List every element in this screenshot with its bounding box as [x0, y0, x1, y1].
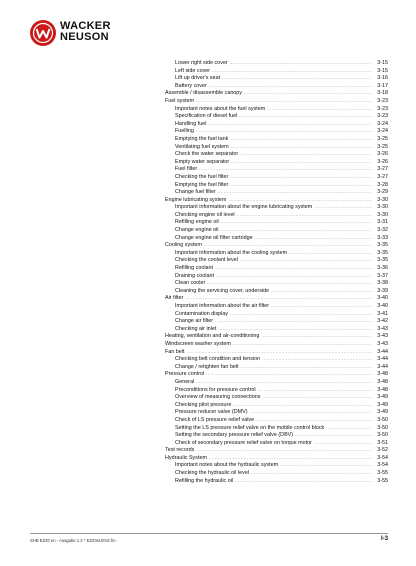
toc-entry-title: Air filter — [165, 295, 184, 302]
toc-leader-dots — [230, 310, 372, 318]
toc-leader-dots — [244, 89, 372, 97]
toc-entry-title: Cooling system — [165, 242, 202, 249]
toc-entry-title: Important information about the cooling system — [175, 249, 288, 256]
toc-entry[interactable] — [165, 211, 388, 219]
toc-leader-dots — [280, 461, 372, 469]
toc-leader-dots — [220, 226, 372, 234]
toc-leader-dots — [314, 439, 372, 447]
toc-leader-dots — [206, 370, 372, 378]
toc-entry-page: 3-27 — [377, 173, 388, 180]
toc-entry-page: 3-38 — [377, 280, 388, 287]
toc-entry[interactable] — [165, 173, 388, 181]
toc-entry[interactable] — [165, 302, 388, 310]
toc-leader-dots — [185, 294, 372, 302]
toc-leader-dots — [230, 173, 372, 181]
toc-entry-page: 3-52 — [377, 447, 388, 454]
toc-leader-dots — [196, 378, 372, 386]
toc-leader-dots — [212, 67, 372, 75]
toc-entry-title: Windscreen washer system — [165, 340, 231, 347]
toc-entry-page: 3-30 — [377, 196, 388, 203]
toc-entry-title: Important notes about the hydraulic system — [175, 462, 279, 469]
toc-leader-dots — [230, 181, 372, 189]
toc-entry-page: 3-39 — [377, 287, 388, 294]
toc-entry[interactable] — [165, 120, 388, 128]
toc-entry[interactable] — [165, 294, 388, 302]
toc-leader-dots — [271, 302, 372, 310]
toc-entry-page: 3-30 — [377, 211, 388, 218]
toc-entry[interactable] — [165, 89, 388, 97]
toc-leader-dots — [271, 287, 372, 295]
toc-leader-dots — [209, 82, 372, 90]
footer-document-id: SHB EZ20 en - Ausgabe 1.2 * EZ20s10IVZ.fm — [30, 538, 116, 543]
toc-leader-dots — [216, 272, 372, 280]
toc-leader-dots — [241, 363, 372, 371]
toc-entry-title: Test records — [165, 447, 195, 454]
toc-entry-title: Emptying the fuel filter — [175, 181, 229, 188]
toc-entry-page: 3-33 — [377, 234, 388, 241]
toc-entry-title: Specification of diesel fuel — [175, 113, 238, 120]
toc-entry-title: Change engine oil — [175, 227, 219, 234]
toc-entry[interactable] — [165, 348, 388, 356]
toc-entry-title: Draining coolant — [175, 272, 214, 279]
toc-entry-title: Emptying the fuel tank — [175, 135, 229, 142]
toc-leader-dots — [230, 59, 372, 67]
toc-entry[interactable] — [165, 477, 388, 485]
toc-leader-dots — [256, 416, 372, 424]
toc-entry-title: Checking engine oil level — [175, 211, 235, 218]
toc-entry-page: 3-49 — [377, 401, 388, 408]
toc-entry[interactable] — [165, 287, 388, 295]
toc-entry-page: 3-31 — [377, 219, 388, 226]
toc-entry-title: Check of LS pressure relief valve — [175, 416, 255, 423]
toc-entry-page: 3-17 — [377, 82, 388, 89]
toc-leader-dots — [215, 264, 372, 272]
toc-leader-dots — [237, 211, 372, 219]
toc-entry[interactable] — [165, 325, 388, 333]
toc-entry-page: 3-29 — [377, 189, 388, 196]
toc-entry-page: 3-40 — [377, 295, 388, 302]
toc-entry-title: Fuelling — [175, 128, 194, 135]
toc-leader-dots — [199, 165, 372, 173]
toc-entry[interactable] — [165, 461, 388, 469]
toc-entry-title: Important notes about the fuel system — [175, 105, 266, 112]
toc-leader-dots — [196, 127, 372, 135]
toc-entry-title: Preconditions for pressure control — [175, 386, 256, 393]
toc-entry-title: Left side cover — [175, 67, 211, 74]
toc-entry-title: Change engine oil filter cartridge — [175, 234, 253, 241]
toc-entry-page: 3-27 — [377, 166, 388, 173]
toc-entry[interactable] — [165, 431, 388, 439]
toc-entry-page: 3-23 — [377, 97, 388, 104]
toc-entry-page: 3-54 — [377, 462, 388, 469]
toc-entry[interactable] — [165, 446, 388, 454]
toc-entry-title: Important information about the engine lubricating system — [175, 204, 313, 211]
toc-entry-page: 3-55 — [377, 470, 388, 477]
toc-entry-title: Lower right side cover — [175, 60, 228, 66]
toc-entry[interactable] — [165, 218, 388, 226]
toc-entry-title: Change fuel filter — [175, 189, 216, 196]
toc-entry-title: Refilling the hydraulic oil — [175, 477, 234, 484]
toc-entry[interactable] — [165, 310, 388, 318]
toc-leader-dots — [231, 143, 372, 151]
toc-entry[interactable] — [165, 332, 388, 340]
toc-entry-page: 3-44 — [377, 363, 388, 370]
toc-entry-title: Fan belt — [165, 348, 185, 355]
toc-entry-page: 3-23 — [377, 105, 388, 112]
toc-entry[interactable] — [165, 97, 388, 105]
toc-leader-dots — [295, 431, 372, 439]
toc-entry-title: Checking the coolant level — [175, 257, 238, 264]
toc-leader-dots — [196, 97, 372, 105]
toc-leader-dots — [262, 393, 372, 401]
toc-leader-dots — [222, 74, 372, 82]
toc-entry-page: 3-28 — [377, 181, 388, 188]
brand-name-line2: NEUSON — [60, 31, 109, 43]
toc-entry[interactable] — [165, 416, 388, 424]
toc-leader-dots — [239, 112, 372, 120]
toc-entry[interactable] — [165, 127, 388, 135]
toc-entry-page: 3-44 — [377, 348, 388, 355]
toc-leader-dots — [207, 279, 372, 287]
toc-leader-dots — [231, 158, 372, 166]
toc-entry[interactable] — [165, 82, 388, 90]
brand-name — [60, 21, 111, 43]
toc-entry-page: 3-48 — [377, 378, 388, 385]
toc-entry[interactable] — [165, 279, 388, 287]
toc-entry-title: Refilling engine oil — [175, 219, 219, 226]
toc-entry-title: Contamination display — [175, 310, 229, 317]
toc-entry[interactable] — [165, 424, 388, 432]
toc-entry[interactable] — [165, 188, 388, 196]
toc-leader-dots — [250, 408, 373, 416]
toc-entry[interactable] — [165, 241, 388, 249]
toc-leader-dots — [233, 401, 372, 409]
brand-name-line1: WACKER — [60, 20, 111, 32]
toc-entry-page: 3-25 — [377, 135, 388, 142]
toc-entry[interactable] — [165, 143, 388, 151]
toc-entry-title: Fuel filter — [175, 166, 198, 173]
toc-entry[interactable] — [165, 112, 388, 120]
toc-entry-title: Refilling coolant — [175, 265, 214, 272]
toc-entry-page: 3-42 — [377, 318, 388, 325]
toc-entry-title: Check of secondary pressure relief valve on torque motor — [175, 439, 312, 446]
toc-leader-dots — [326, 424, 372, 432]
toc-entry-title: Heating, ventilation and air-conditioning — [165, 333, 260, 340]
toc-leader-dots — [262, 355, 372, 363]
toc-leader-dots — [314, 203, 372, 211]
toc-entry-title: Setting the secondary pressure relief valve (DBV) — [175, 432, 294, 439]
toc-entry-page: 3-49 — [377, 394, 388, 401]
toc-entry-page: 3-25 — [377, 143, 388, 150]
toc-entry[interactable] — [165, 340, 388, 348]
toc-entry-page: 3-54 — [377, 454, 388, 461]
footer-page-number: I-3 — [380, 536, 388, 542]
toc-entry[interactable] — [165, 249, 388, 257]
toc-entry[interactable] — [165, 74, 388, 82]
toc-entry-title: Handling fuel — [175, 120, 207, 127]
toc-entry[interactable] — [165, 203, 388, 211]
toc-leader-dots — [240, 256, 372, 264]
toc-entry[interactable] — [165, 317, 388, 325]
toc-entry-title: Hydraulic System — [165, 454, 207, 461]
toc-leader-dots — [196, 446, 372, 454]
toc-entry-page: 3-43 — [377, 333, 388, 340]
toc-leader-dots — [208, 120, 372, 128]
toc-entry-title: Checking belt condition and tension — [175, 356, 261, 363]
toc-entry-title: Fuel system — [165, 97, 195, 104]
toc-entry-page: 3-48 — [377, 386, 388, 393]
toc-leader-dots — [233, 340, 372, 348]
toc-leader-dots — [289, 249, 372, 257]
toc-entry[interactable] — [165, 454, 388, 462]
brand-logo — [30, 20, 150, 46]
toc-entry-page: 3-35 — [377, 242, 388, 249]
toc-entry-title: Overview of measuring connections — [175, 394, 261, 401]
table-of-contents — [165, 59, 388, 484]
toc-entry[interactable] — [165, 196, 388, 204]
toc-entry[interactable] — [165, 264, 388, 272]
toc-entry-title: Battery cover — [175, 82, 207, 89]
toc-entry[interactable] — [165, 135, 388, 143]
toc-entry[interactable] — [165, 469, 388, 477]
toc-entry[interactable] — [165, 105, 388, 113]
toc-leader-dots — [251, 469, 372, 477]
toc-entry[interactable] — [165, 386, 388, 394]
toc-leader-dots — [221, 218, 372, 226]
toc-entry-title: Pressure reducer valve (DMV) — [175, 409, 248, 416]
toc-entry[interactable] — [165, 59, 388, 67]
toc-entry-page: 3-50 — [377, 416, 388, 423]
toc-entry-title: Cleaning the servicing cover, underside — [175, 287, 270, 294]
toc-entry-page: 3-18 — [377, 90, 388, 97]
toc-leader-dots — [209, 454, 372, 462]
toc-leader-dots — [235, 477, 372, 485]
toc-leader-dots — [218, 188, 372, 196]
toc-entry[interactable] — [165, 408, 388, 416]
toc-entry-page: 3-23 — [377, 113, 388, 120]
toc-entry-page: 3-24 — [377, 120, 388, 127]
toc-entry[interactable] — [165, 67, 388, 75]
toc-entry-title: Empty water separator — [175, 158, 230, 165]
toc-entry-title: Ventilating fuel system — [175, 143, 229, 150]
toc-entry-title: General — [175, 378, 195, 385]
toc-entry-title: Pressure control — [165, 371, 205, 378]
toc-entry[interactable] — [165, 165, 388, 173]
toc-entry[interactable] — [165, 439, 388, 447]
toc-leader-dots — [218, 325, 372, 333]
toc-entry-title: Change air filter — [175, 318, 214, 325]
toc-leader-dots — [255, 234, 372, 242]
toc-entry-page: 3-50 — [377, 432, 388, 439]
toc-entry-page: 3-44 — [377, 356, 388, 363]
toc-entry-page: 3-41 — [377, 310, 388, 317]
toc-entry-page: 3-16 — [377, 75, 388, 82]
toc-entry-title: Assemble / disassemble canopy — [165, 90, 243, 97]
toc-entry[interactable] — [165, 272, 388, 280]
toc-entry-page: 3-49 — [377, 409, 388, 416]
toc-entry-title: Lift up driver's seat — [175, 75, 221, 82]
toc-entry-page: 3-15 — [377, 67, 388, 74]
toc-entry-title: Change / retighten fan belt — [175, 363, 239, 370]
toc-leader-dots — [215, 317, 372, 325]
toc-entry-title: Check the water separator — [175, 151, 239, 158]
toc-entry-page: 3-37 — [377, 272, 388, 279]
footer-divider — [30, 533, 388, 534]
toc-entry[interactable] — [165, 234, 388, 242]
toc-entry[interactable] — [165, 256, 388, 264]
toc-entry[interactable] — [165, 401, 388, 409]
toc-entry[interactable] — [165, 226, 388, 234]
toc-leader-dots — [240, 150, 372, 158]
toc-entry[interactable] — [165, 393, 388, 401]
toc-entry[interactable] — [165, 181, 388, 189]
toc-entry-title: Checking air inlet — [175, 325, 217, 332]
toc-entry-page: 3-24 — [377, 128, 388, 135]
toc-entry[interactable] — [165, 150, 388, 158]
toc-entry[interactable] — [165, 378, 388, 386]
toc-entry-page: 3-26 — [377, 151, 388, 158]
toc-entry-page: 3-26 — [377, 158, 388, 165]
toc-entry-page: 3-35 — [377, 249, 388, 256]
toc-entry[interactable] — [165, 355, 388, 363]
toc-leader-dots — [267, 105, 372, 113]
toc-entry[interactable] — [165, 158, 388, 166]
toc-entry-title: Engine lubricating system — [165, 196, 227, 203]
toc-entry-title: Important information about the air filter — [175, 303, 270, 309]
toc-leader-dots — [204, 241, 372, 249]
toc-leader-dots — [258, 386, 372, 394]
toc-entry-page: 3-50 — [377, 424, 388, 431]
toc-entry-title: Checking pilot pressure — [175, 401, 232, 408]
toc-entry-title: Checking the hydraulic oil level — [175, 470, 250, 477]
toc-entry[interactable] — [165, 363, 388, 371]
toc-entry-title: Clean cooler — [175, 280, 206, 287]
toc-entry-page: 3-35 — [377, 257, 388, 264]
toc-entry-page: 3-30 — [377, 204, 388, 211]
toc-leader-dots — [230, 135, 372, 143]
toc-entry-page: 3-15 — [377, 60, 388, 66]
toc-entry-page: 3-55 — [377, 477, 388, 484]
toc-leader-dots — [261, 332, 372, 340]
toc-entry-page: 3-32 — [377, 227, 388, 234]
toc-entry[interactable] — [165, 370, 388, 378]
wacker-neuson-logo-icon — [30, 20, 56, 46]
toc-entry-title: Setting the LS pressure relief valve on the mobile control block — [175, 424, 325, 431]
toc-entry-page: 3-48 — [377, 371, 388, 378]
toc-leader-dots — [228, 196, 372, 204]
toc-entry-page: 3-51 — [377, 439, 388, 446]
toc-leader-dots — [186, 348, 372, 356]
toc-entry-page: 3-36 — [377, 265, 388, 272]
toc-entry-page: 3-43 — [377, 340, 388, 347]
toc-entry-page: 3-40 — [377, 303, 388, 309]
toc-entry-page: 3-43 — [377, 325, 388, 332]
toc-entry-title: Checking the fuel filter — [175, 173, 229, 180]
